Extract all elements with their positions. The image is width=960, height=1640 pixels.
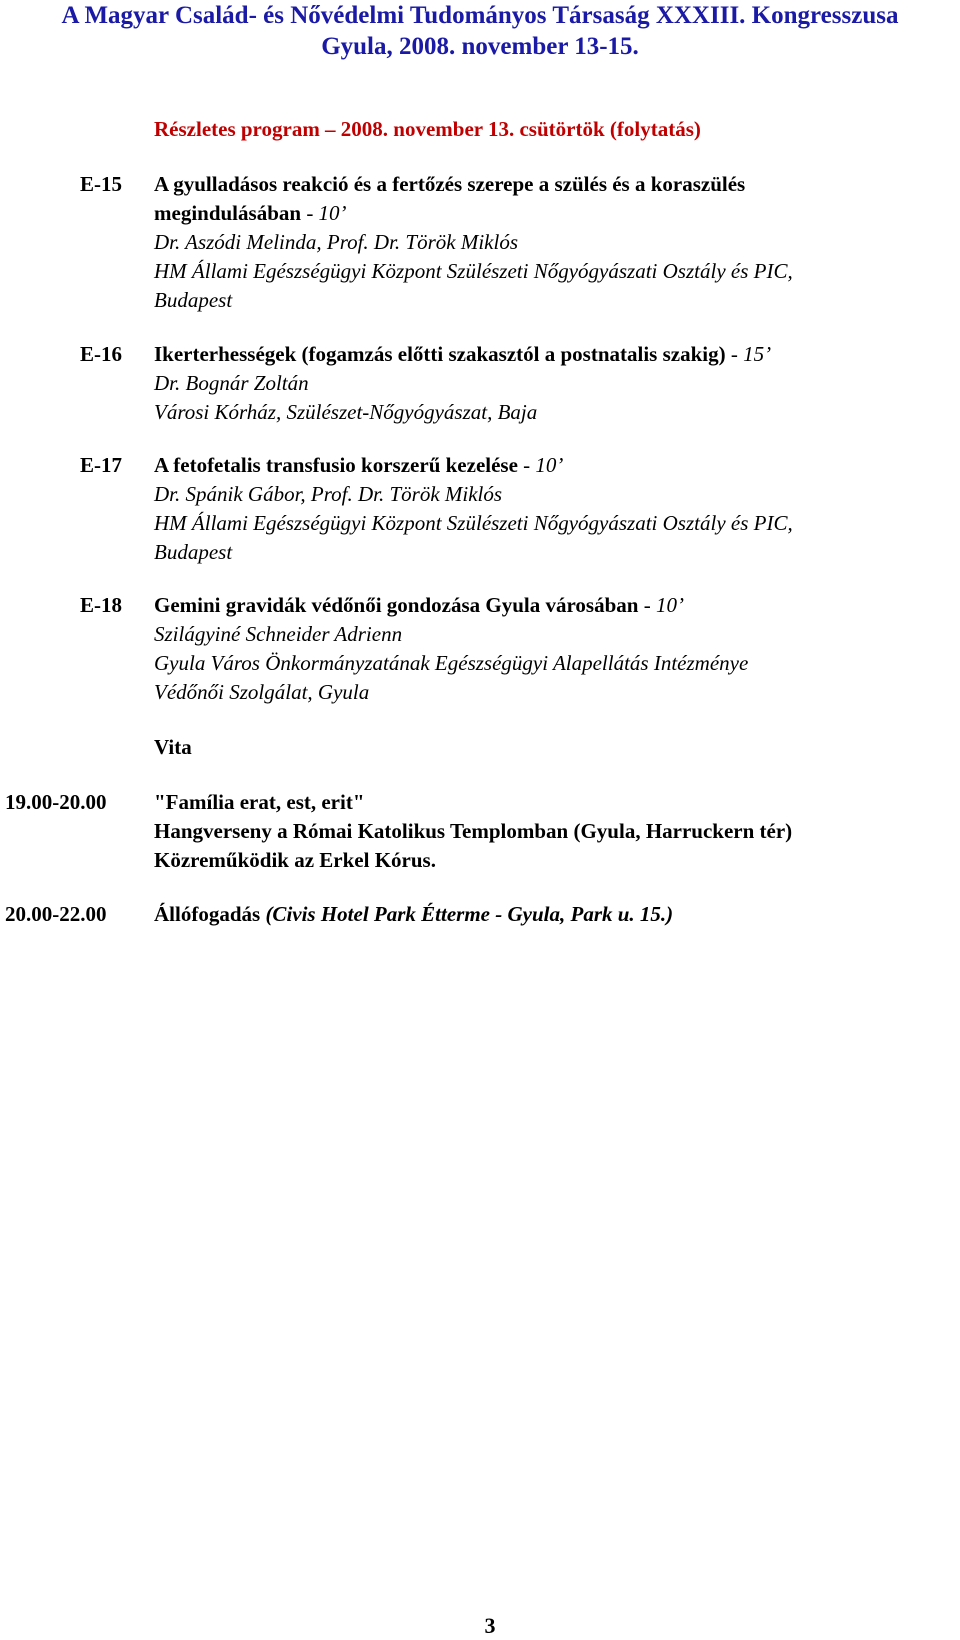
entry-title: A fetofetalis transfusio korszerű kezelése xyxy=(154,453,518,477)
entry-body xyxy=(154,340,944,427)
entry-title-line xyxy=(154,451,944,480)
congress-title: A Magyar Család- és Nővédelmi Tudományos Társaság XXXIII. Kongresszusa xyxy=(61,2,899,29)
entry-title: A gyulladásos reakció és a fertőzés szerepe a szülés és a koraszülés xyxy=(154,172,746,196)
entry-title-continued xyxy=(154,199,944,228)
entry-body xyxy=(154,170,944,315)
entry-code: E-15 xyxy=(80,172,122,196)
reception-venue: (Civis Hotel Park Étterme - Gyula, Park u. 15.) xyxy=(265,902,674,926)
entry-code: E-16 xyxy=(80,342,122,366)
entry-code: E-18 xyxy=(80,593,122,617)
entry-duration: - 15’ xyxy=(725,342,772,366)
entry-duration: - 10’ xyxy=(517,453,564,477)
entry-time: 19.00-20.00 xyxy=(5,790,107,814)
entry-institution: Gyula Város Önkormányzatának Egészségügyi Alapellátás Intézménye xyxy=(154,651,749,675)
page-title xyxy=(0,0,960,62)
entry-title: Ikerterhességek (fogamzás előtti szakasztól a postnatalis szakig) xyxy=(154,342,726,366)
entry-body xyxy=(154,451,944,567)
entry-institution: HM Állami Egészségügyi Központ Szülészeti Nőgyógyászati Osztály és PIC, xyxy=(154,259,793,283)
entry-body xyxy=(154,788,944,875)
entry-body xyxy=(154,733,944,762)
concert-performer: Közreműködik az Erkel Kórus. xyxy=(154,848,436,872)
concert-title: "Família erat, est, erit" xyxy=(154,790,365,814)
entry-institution-city: Budapest xyxy=(154,288,233,312)
entry-body xyxy=(154,591,944,707)
entry-authors: Szilágyiné Schneider Adrienn xyxy=(154,622,403,646)
entry-institution-city: Budapest xyxy=(154,540,233,564)
entry-title: Gemini gravidák védőnői gondozása Gyula városában xyxy=(154,593,639,617)
congress-location-date: Gyula, 2008. november 13-15. xyxy=(321,33,639,60)
entry-authors: Dr. Bognár Zoltán xyxy=(154,371,309,395)
page-number: 3 xyxy=(484,1613,496,1638)
entry-code: E-17 xyxy=(80,453,122,477)
concert-venue: Hangverseny a Római Katolikus Templomban (Gyula, Harruckern tér) xyxy=(154,819,793,843)
entry-institution: Városi Kórház, Szülészet-Nőgyógyászat, Baja xyxy=(154,400,538,424)
entry-institution-city: Védőnői Szolgálat, Gyula xyxy=(154,680,370,704)
entry-duration: - 10’ xyxy=(638,593,684,617)
entry-authors: Dr. Aszódi Melinda, Prof. Dr. Török Miklós xyxy=(154,230,519,254)
entry-time: 20.00-22.00 xyxy=(5,902,107,926)
reception-title: Állófogadás xyxy=(154,902,266,926)
reception-line xyxy=(154,900,944,929)
entry-duration: - 10’ xyxy=(301,201,347,225)
entry-body xyxy=(154,900,944,929)
entry-title-line xyxy=(154,340,944,369)
entry-institution: HM Állami Egészségügyi Központ Szülészeti Nőgyógyászati Osztály és PIC, xyxy=(154,511,793,535)
section-heading: Részletes program – 2008. november 13. csütörtök (folytatás) xyxy=(154,117,701,141)
discussion-label: Vita xyxy=(154,735,192,759)
entry-title-tail: megindulásában xyxy=(154,201,302,225)
entry-authors: Dr. Spánik Gábor, Prof. Dr. Török Miklós xyxy=(154,482,503,506)
entry-title-line xyxy=(154,591,944,620)
